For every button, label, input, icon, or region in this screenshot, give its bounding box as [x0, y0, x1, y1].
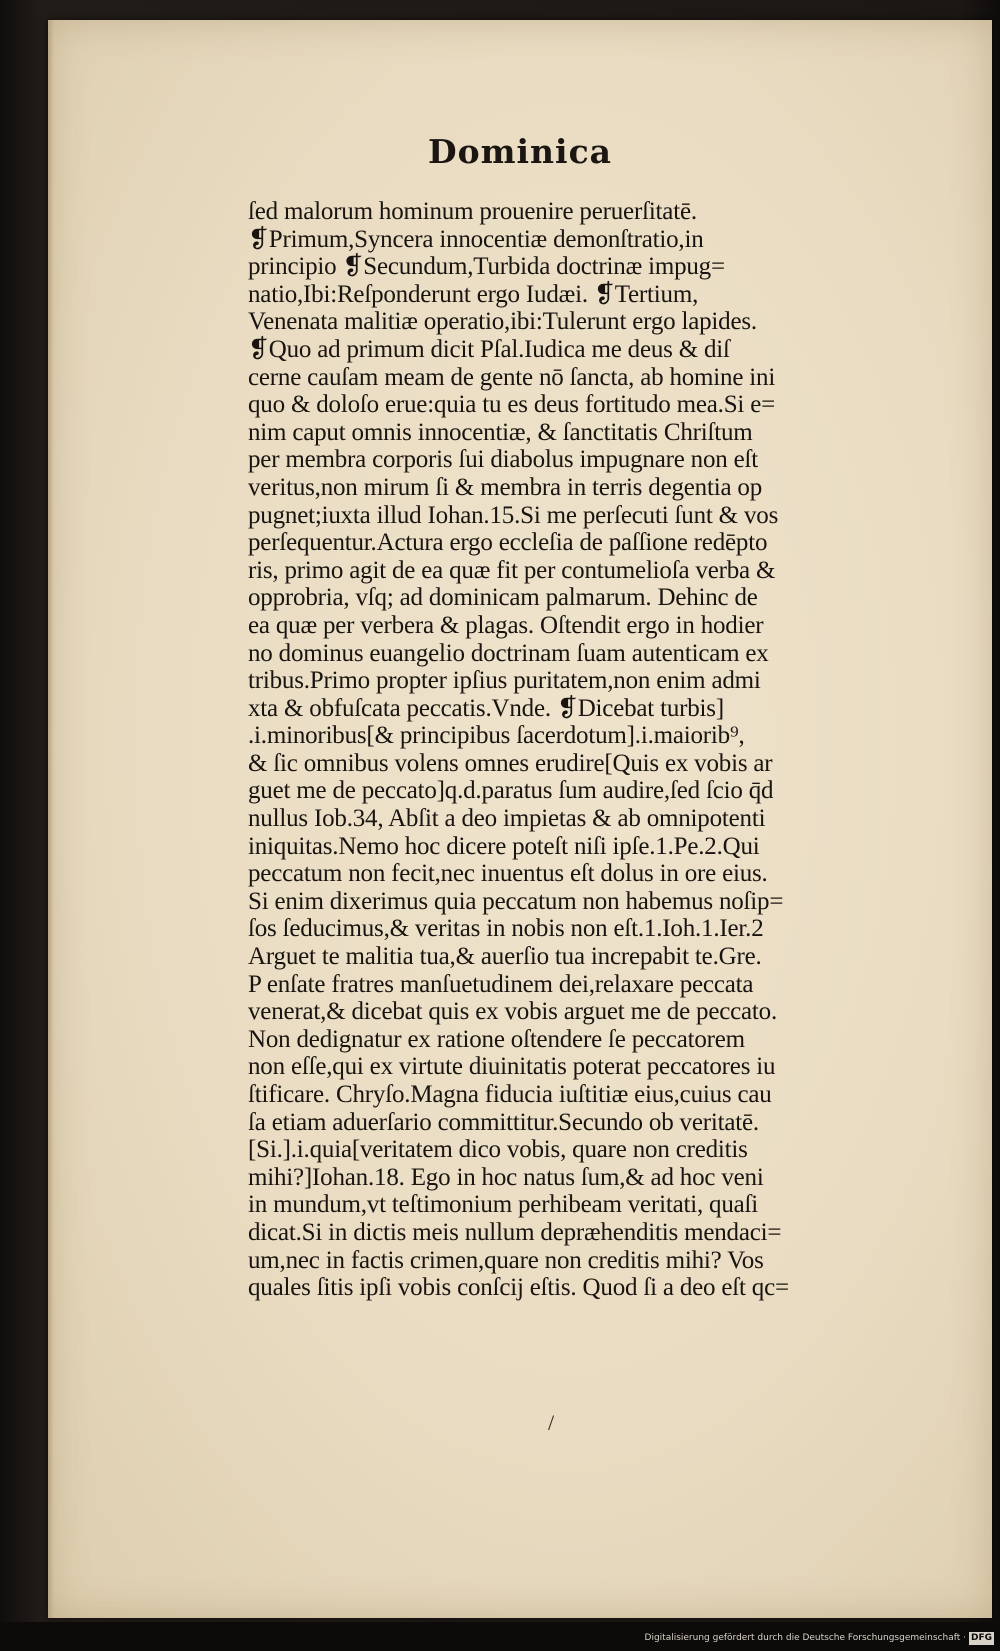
text-line: ſos ſeducimus,& veritas in nobis non eſt.1.Ioh.1.Ier.2 [248, 915, 764, 943]
text-line: principio ❡Secundum,Turbida doctrinæ impug= [248, 253, 725, 281]
text-line: ❡Quo ad primum dicit Pſal.Iudica me deus & diſ [248, 335, 730, 363]
text-line: dicat.Si in dictis meis nullum depræhenditis mendaci= [248, 1218, 782, 1246]
text-line: [Si.].i.quia[veritatem dico vobis, quare non creditis [248, 1136, 748, 1164]
text-line: no dominus euangelio doctrinam ſuam autenticam ex [248, 639, 769, 667]
text-line: opprobria, vſq; ad dominicam palmarum. Dehinc de [248, 584, 758, 612]
text-line: mihi?]Iohan.18. Ego in hoc natus ſum,& ad hoc veni [248, 1163, 764, 1191]
text-block [248, 198, 968, 1302]
text-line: pugnet;iuxta illud Iohan.15.Si me perſecuti ſunt & vos [248, 501, 779, 529]
text-line: peccatum non fecit,nec inuentus eſt dolus in ore eius. [248, 860, 768, 888]
ink-mark: / [548, 1410, 555, 1435]
text-line: perſequentur.Actura ergo eccleſia de paſſione redēpto [248, 529, 768, 557]
digitization-credit: Digitalisierung gefördert durch die Deutsche Forschungsgemeinschaft · [644, 1633, 966, 1643]
text-line: tribus.Primo propter ipſius puritatem,non enim admi [248, 667, 761, 695]
text-line: quales ſitis ipſi vobis conſcij eſtis. Quod ſi a deo eſt qc= [248, 1274, 789, 1302]
text-line: non eſſe,qui ex virtute diuinitatis poterat peccatores iu [248, 1053, 776, 1081]
text-line: venerat,& dicebat quis ex vobis arguet me de peccato. [248, 998, 778, 1026]
text-line: ea quæ per verbera & plagas. Oſtendit ergo in hodier [248, 611, 764, 639]
text-line: Venenata malitiæ operatio,ibi:Tulerunt ergo lapides. [248, 308, 757, 336]
text-line: xta & obfuſcata peccatis.Vnde. ❡Dicebat turbis] [248, 694, 724, 722]
text-line: & ſic omnibus volens omnes erudire[Quis ex vobis ar [248, 749, 773, 777]
text-line: veritus,non mirum ſi & membra in terris degentia op [248, 473, 762, 501]
text-line: Arguet te malitia tua,& auerſio tua increpabit te.Gre. [248, 943, 762, 971]
text-line: ris, primo agit de ea quæ fit per contumelioſa verba & [248, 556, 776, 584]
page-edge [48, 20, 54, 1618]
text-line: per membra corporis ſui diabolus impugnare non eſt [248, 446, 759, 474]
text-line: iniquitas.Nemo hoc dicere poteſt niſi ipſe.1.Pe.2.Qui [248, 832, 760, 860]
text-line: um,nec in factis crimen,quare non creditis mihi? Vos [248, 1246, 764, 1274]
text-line: .i.minoribus[& principibus ſacerdotum].i.maiorib⁹, [248, 722, 745, 750]
dfg-logo: DFG [970, 1633, 992, 1643]
text-line: in mundum,vt teſtimonium perhibeam veritati, quaſi [248, 1191, 759, 1219]
text-line: Si enim dixerimus quia peccatum non habemus noſip= [248, 887, 784, 915]
text-line: nim caput omnis innocentiæ, & ſanctitatis Chriſtum [248, 418, 753, 446]
running-head: Dominica [427, 132, 613, 171]
text-line: natio,Ibi:Reſponderunt ergo Iudæi. ❡Tertium, [248, 280, 699, 308]
text-line: ſtificare. Chryſo.Magna fiducia iuſtitiæ eius,cuius cau [248, 1081, 772, 1108]
text-line: ſa etiam aduerſario committitur.Secundo ob veritatē. [248, 1108, 759, 1136]
text-line: ❡Primum,Syncera innocentiæ demonſtratio,in [248, 225, 704, 253]
text-line: Non dedignatur ex ratione oſtendere ſe peccatorem [248, 1025, 745, 1053]
text-line: nullus Iob.34, Abſit a deo impietas & ab omnipotenti [248, 805, 766, 833]
text-line: ſed malorum hominum prouenire peruerſitatē. [248, 198, 697, 225]
text-line: quo & doloſo erue:quia tu es deus fortitudo mea.Si e= [248, 391, 776, 419]
text-line: cerne cauſam meam de gente nō ſancta, ab homine ini [248, 363, 776, 391]
book-page [48, 20, 992, 1618]
text-line: P enſate fratres manſuetudinem dei,relaxare peccata [248, 970, 754, 998]
text-line: guet me de peccato]q.d.paratus ſum audire,ſed ſcio q̄d [248, 777, 774, 805]
